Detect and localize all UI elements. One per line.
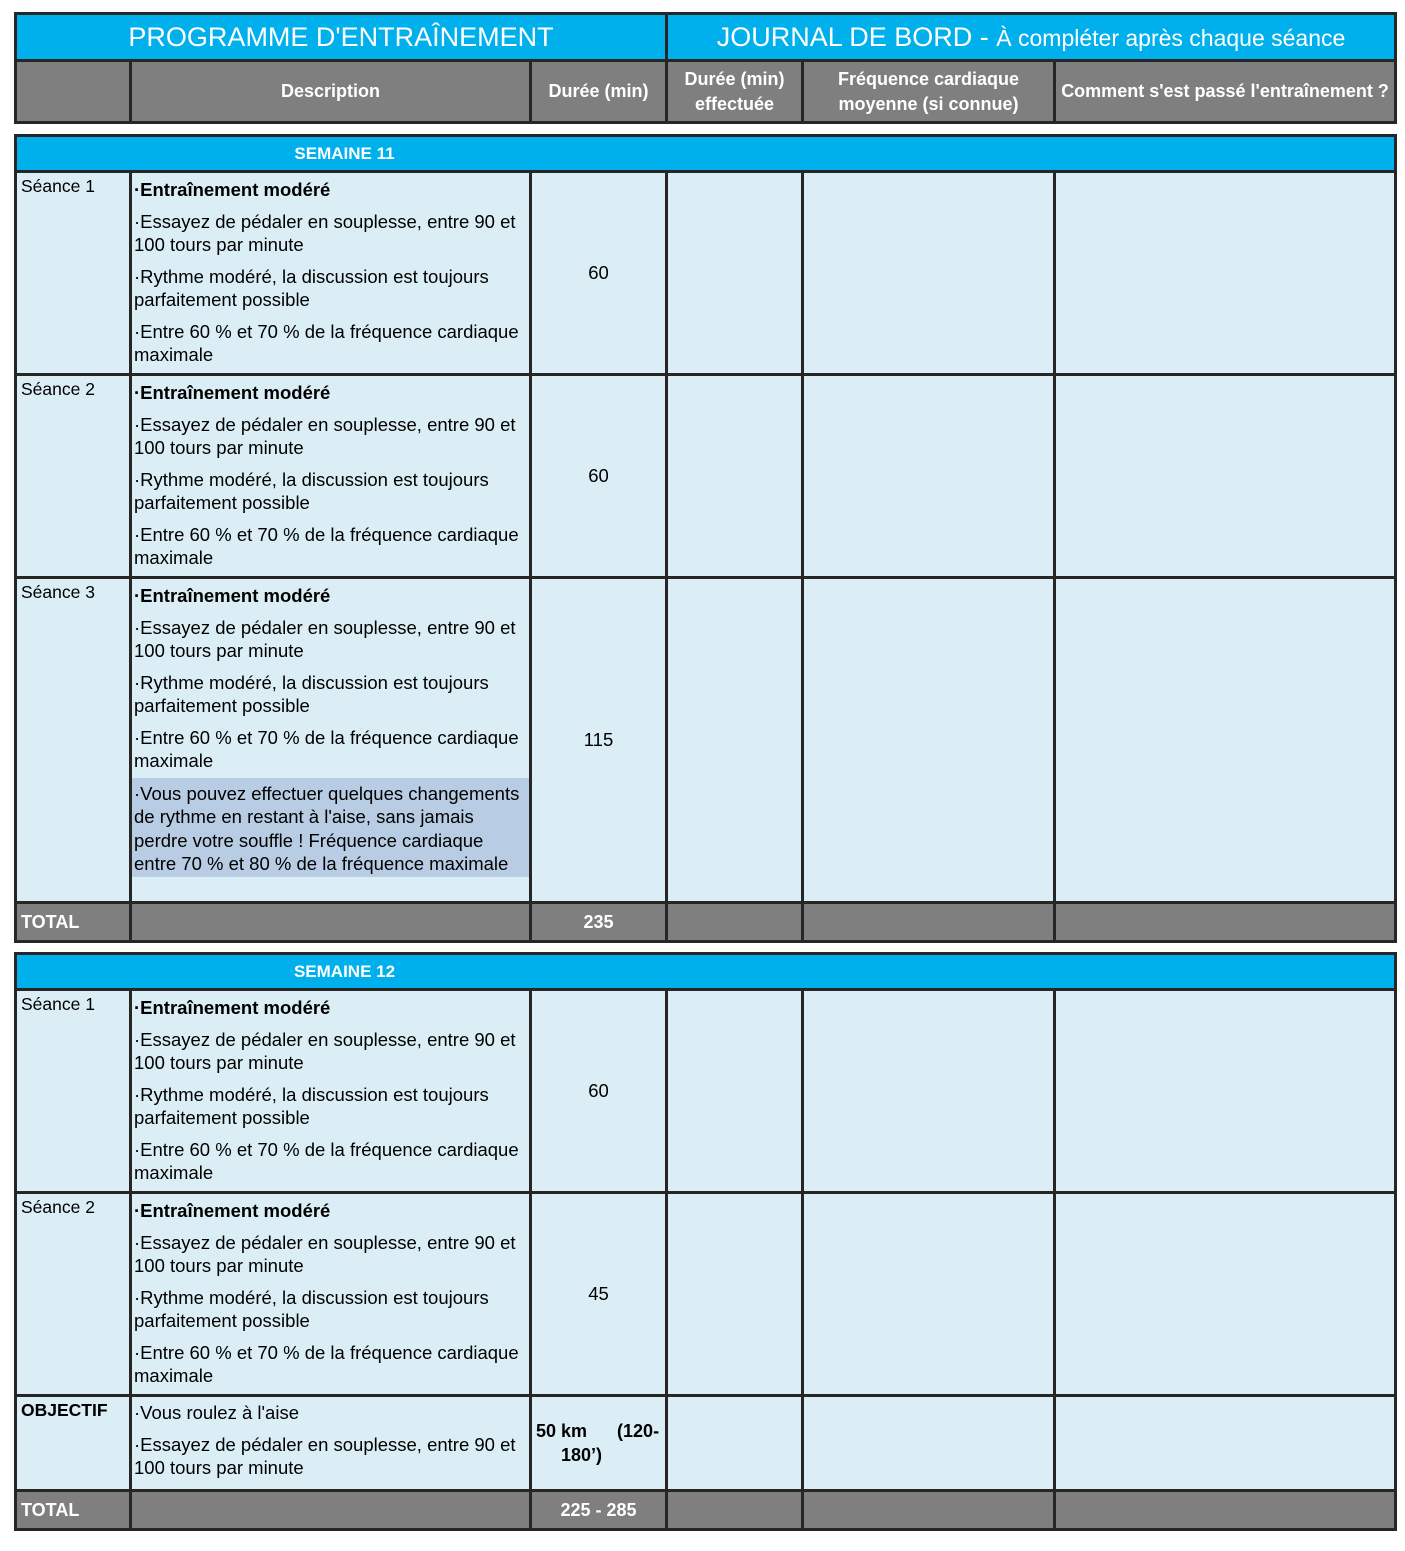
feedback-cell[interactable] bbox=[1055, 1396, 1396, 1491]
duration-done-cell[interactable] bbox=[667, 578, 803, 903]
total-value: 225 - 285 bbox=[531, 1491, 667, 1530]
objective-label: OBJECTIF bbox=[16, 1396, 131, 1491]
session-duration: 60 bbox=[531, 172, 667, 375]
duration-done-cell[interactable] bbox=[667, 1193, 803, 1396]
session-label: Séance 1 bbox=[16, 990, 131, 1193]
total-label: TOTAL bbox=[16, 903, 131, 942]
feedback-cell[interactable] bbox=[1055, 172, 1396, 375]
session-description: ·Entraînement modéré ·Essayez de pédaler en souplesse, entre 90 et 100 tours par minute ·Rythme modéré, la discussion est toujours parfaitement possible ·Entre 60 % et 70 % de la fréquence cardiaque maximale ·Vous pouvez effectuer quelques changements de rythme en restant à l'aise, sans jamais perdre votre souffle ! Fréquence cardiaque entre 70 % et 80 % de la fréquence maximale bbox=[131, 578, 531, 903]
total-label: TOTAL bbox=[16, 1491, 131, 1530]
session-duration: 60 bbox=[531, 375, 667, 578]
feedback-cell[interactable] bbox=[1055, 1193, 1396, 1396]
program-title: PROGRAMME D'ENTRAÎNEMENT bbox=[16, 14, 667, 61]
journal-subtitle: À compléter après chaque séance bbox=[996, 24, 1346, 51]
session-label: Séance 1 bbox=[16, 172, 131, 375]
table-row bbox=[16, 172, 1396, 375]
total-row bbox=[16, 1491, 1396, 1530]
week-11-table bbox=[14, 134, 1397, 943]
heart-rate-cell[interactable] bbox=[803, 1396, 1055, 1491]
session-duration: 60 bbox=[531, 990, 667, 1193]
objective-row bbox=[16, 1396, 1396, 1491]
col-header-heart-rate: Fréquence cardiaque moyenne (si connue) bbox=[803, 61, 1055, 123]
heart-rate-cell[interactable] bbox=[803, 375, 1055, 578]
col-header-duration: Durée (min) bbox=[531, 61, 667, 123]
col-header-duration-done: Durée (min) effectuée bbox=[667, 61, 803, 123]
col-header-feedback: Comment s'est passé l'entraînement ? bbox=[1055, 61, 1396, 123]
feedback-cell[interactable] bbox=[1055, 578, 1396, 903]
heart-rate-cell[interactable] bbox=[803, 990, 1055, 1193]
week-12-table bbox=[14, 952, 1397, 1531]
week-title: SEMAINE 12 bbox=[16, 954, 1396, 990]
feedback-cell[interactable] bbox=[1055, 375, 1396, 578]
highlighted-note: ·Vous pouvez effectuer quelques changements de rythme en restant à l'aise, sans jamais perdre votre souffle ! Fréquence cardiaque entre 70 % et 80 % de la fréquence maximale bbox=[132, 778, 529, 877]
table-row bbox=[16, 990, 1396, 1193]
duration-done-cell[interactable] bbox=[667, 1396, 803, 1491]
session-description: ·Entraînement modéré ·Essayez de pédaler en souplesse, entre 90 et 100 tours par minute ·Rythme modéré, la discussion est toujours parfaitement possible ·Entre 60 % et 70 % de la fréquence cardiaque maximale bbox=[131, 990, 531, 1193]
session-description: ·Entraînement modéré ·Essayez de pédaler en souplesse, entre 90 et 100 tours par minute ·Rythme modéré, la discussion est toujours parfaitement possible ·Entre 60 % et 70 % de la fréquence cardiaque maximale bbox=[131, 1193, 531, 1396]
duration-done-cell[interactable] bbox=[667, 375, 803, 578]
feedback-cell[interactable] bbox=[1055, 990, 1396, 1193]
objective-description: ·Vous roulez à l'aise ·Essayez de pédaler en souplesse, entre 90 et 100 tours par minute bbox=[131, 1396, 531, 1491]
table-row bbox=[16, 578, 1396, 903]
duration-done-cell[interactable] bbox=[667, 172, 803, 375]
duration-done-cell[interactable] bbox=[667, 990, 803, 1193]
total-row bbox=[16, 903, 1396, 942]
heart-rate-cell[interactable] bbox=[803, 1193, 1055, 1396]
objective-duration: 50 km (120- 180’) bbox=[531, 1396, 667, 1491]
table-row bbox=[16, 1193, 1396, 1396]
heart-rate-cell[interactable] bbox=[803, 172, 1055, 375]
total-value: 235 bbox=[531, 903, 667, 942]
week-title: SEMAINE 11 bbox=[16, 136, 1396, 172]
col-header-description: Description bbox=[131, 61, 531, 123]
table-row bbox=[16, 375, 1396, 578]
session-duration: 45 bbox=[531, 1193, 667, 1396]
journal-title: JOURNAL DE BORD - À compléter après chaque séance bbox=[667, 14, 1396, 61]
col-header-blank bbox=[16, 61, 131, 123]
session-description: ·Entraînement modéré ·Essayez de pédaler en souplesse, entre 90 et 100 tours par minute ·Rythme modéré, la discussion est toujours parfaitement possible ·Entre 60 % et 70 % de la fréquence cardiaque maximale bbox=[131, 375, 531, 578]
header-table bbox=[14, 12, 1397, 124]
session-description: ·Entraînement modéré ·Essayez de pédaler en souplesse, entre 90 et 100 tours par minute ·Rythme modéré, la discussion est toujours parfaitement possible ·Entre 60 % et 70 % de la fréquence cardiaque maximale bbox=[131, 172, 531, 375]
session-label: Séance 3 bbox=[16, 578, 131, 903]
heart-rate-cell[interactable] bbox=[803, 578, 1055, 903]
session-label: Séance 2 bbox=[16, 375, 131, 578]
session-label: Séance 2 bbox=[16, 1193, 131, 1396]
session-duration: 115 bbox=[531, 578, 667, 903]
